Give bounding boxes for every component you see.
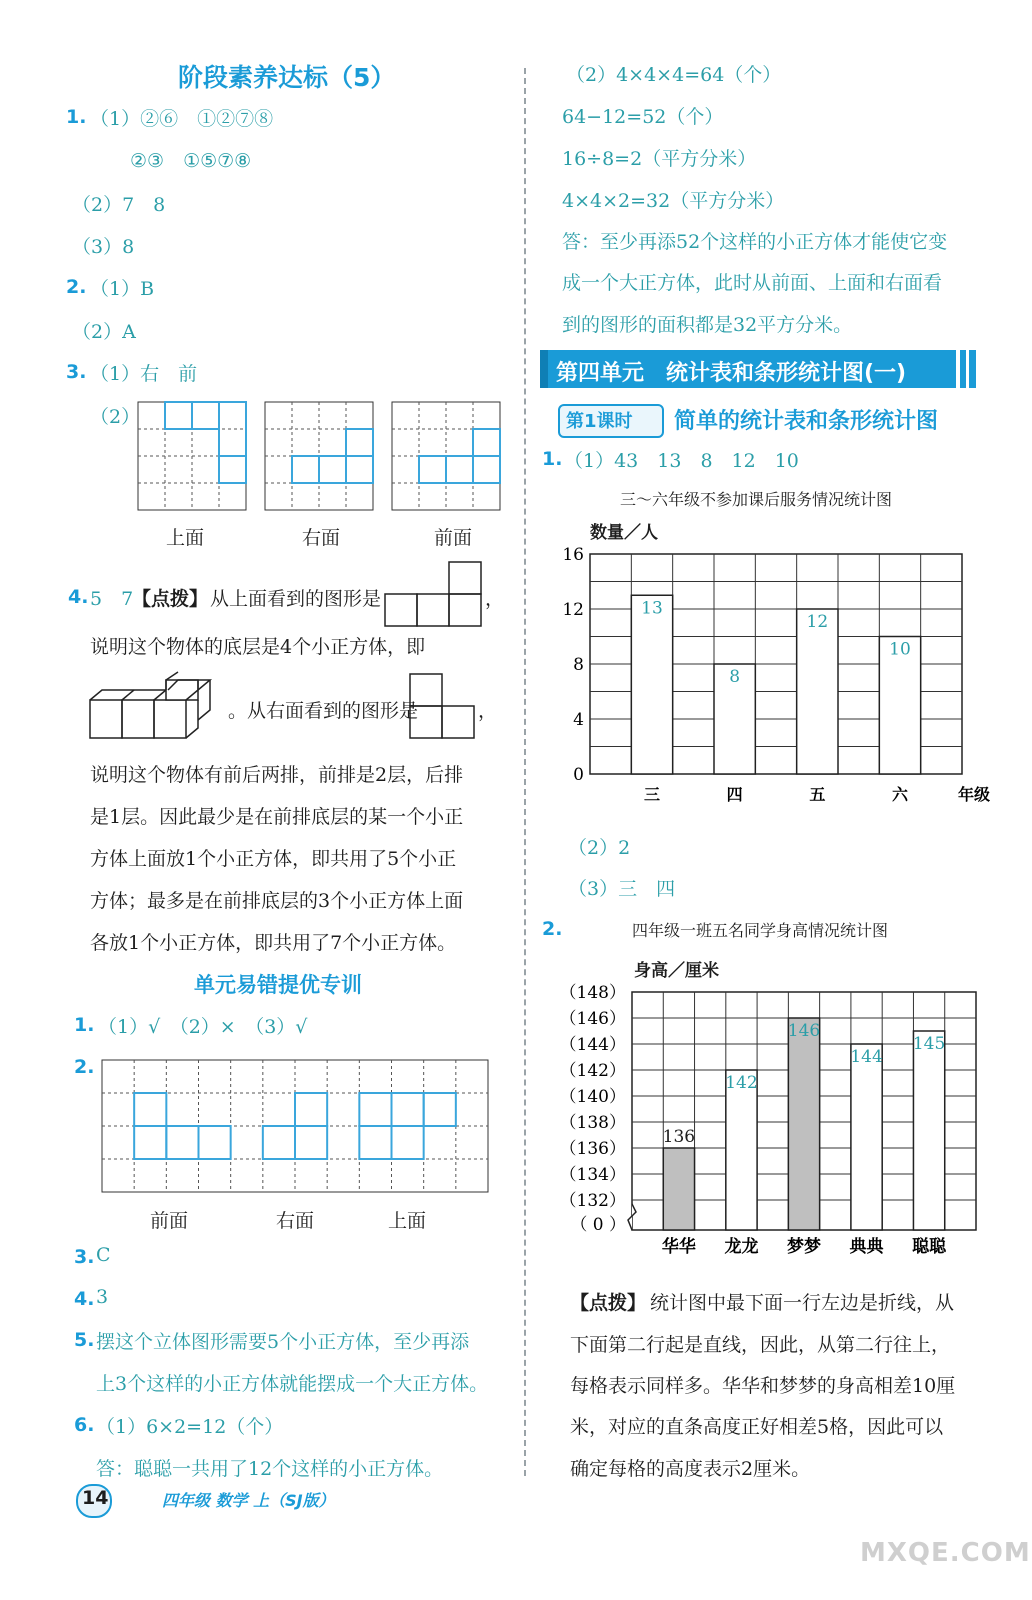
q3-part1: （1）右 前 <box>90 363 198 385</box>
chart2-data-label: 146 <box>787 1021 821 1041</box>
chart1-data-label: 8 <box>729 667 741 687</box>
view-label-top: 上面 <box>166 527 205 549</box>
chart2-ytick: （146） <box>559 1009 626 1029</box>
chart2-ytick: （148） <box>559 983 626 1003</box>
e2-view-cell <box>134 1126 166 1159</box>
r-q1-part3: （3）三 四 <box>568 878 676 900</box>
e6-text-1: （1）6×2=12（个） <box>96 1416 284 1438</box>
e1-text: （1）√ （2）× （3）√ <box>98 1016 308 1038</box>
chart2-ytick: （134） <box>559 1165 626 1185</box>
e2-view-cell <box>263 1126 295 1159</box>
chart2-category-label: 龙龙 <box>724 1237 759 1257</box>
view-label-right: 右面 <box>302 527 341 549</box>
chart2-ytick: （136） <box>559 1139 626 1159</box>
chart2-data-label: 145 <box>912 1034 946 1054</box>
view-label-front: 前面 <box>434 527 473 549</box>
e2-view-cell <box>392 1126 424 1159</box>
chart1-data-label: 12 <box>806 612 829 632</box>
column-divider <box>524 68 526 1476</box>
q1-part1: （1）②⑥ ①②⑦⑧ <box>90 108 274 130</box>
q3-number: 3. <box>66 361 87 383</box>
unit-banner-title: 第四单元 统计表和条形统计图(一) <box>556 361 907 386</box>
e2-label-front: 前面 <box>150 1210 189 1232</box>
q4-text-6: 说明这个物体有前后两排，前排是2层，后排 <box>90 764 464 786</box>
chart1-data-label: 13 <box>641 598 663 619</box>
q4-text-9: 方体；最多是在前排底层的3个小正方体上面 <box>90 890 464 912</box>
chart1-ytick: 16 <box>562 545 584 565</box>
chart1-xlabel: 年级 <box>957 785 991 804</box>
q4-text-7: 是1层。因此最少是在前排底层的某一个小正 <box>90 806 464 828</box>
chart1-data-label: 10 <box>889 639 911 660</box>
chart1-svg <box>560 540 991 810</box>
q4-number: 4. <box>68 586 89 608</box>
r-tip-5: 确定每格的高度表示2厘米。 <box>570 1458 811 1480</box>
right-line-4: 4×4×2=32（平方分米） <box>562 190 785 212</box>
e1-number: 1. <box>74 1014 95 1036</box>
banner-right-stripe-1 <box>956 350 960 388</box>
chart2-ylabel: 身高／厘米 <box>634 961 719 981</box>
e2-view-cell <box>166 1126 198 1159</box>
chart2-bar <box>851 1044 882 1230</box>
chart2-data-label: 142 <box>725 1073 758 1093</box>
section-title-errors: 单元易错提优专训 <box>194 973 362 997</box>
e6-number: 6. <box>74 1414 95 1436</box>
q2-part1: （1）B <box>90 278 155 300</box>
q4-text-2: ， <box>485 588 505 610</box>
q1-part1b: ②③ ①⑤⑦⑧ <box>130 150 252 172</box>
e2-view-cell <box>295 1093 327 1126</box>
chart2-ytick: （138） <box>559 1113 626 1133</box>
chart1-ytick: 12 <box>562 600 584 620</box>
banner-right-stripe-2 <box>966 350 969 388</box>
chart1-category-label: 六 <box>891 785 909 804</box>
q4-answer: 5 7 <box>90 588 134 610</box>
chart2-ytick: （ 0 ） <box>570 1215 626 1235</box>
chart2-category-label: 典典 <box>849 1237 884 1257</box>
right-line-1: （2）4×4×4=64（个） <box>566 64 782 86</box>
e2-view-cell <box>359 1093 391 1126</box>
right-line-7: 到的图形的面积都是32平方分米。 <box>562 314 853 336</box>
chart1-category-label: 五 <box>809 785 826 804</box>
e2-label-top: 上面 <box>388 1210 427 1232</box>
r-q1-part1: （1）43 13 8 12 10 <box>564 450 799 472</box>
e5-text-1: 摆这个立体图形需要5个小正方体，至少再添 <box>96 1331 470 1353</box>
r-q2-number: 2. <box>542 918 563 940</box>
chart2-bar <box>913 1031 944 1230</box>
chart2-bar <box>663 1148 694 1230</box>
right-line-5: 答：至少再添52个这样的小正方体才能使它变 <box>562 231 948 253</box>
q2-part2: （2）A <box>72 321 136 343</box>
chart2-ytick: （140） <box>559 1087 626 1107</box>
chart2-bar <box>788 1018 819 1230</box>
e5-text-2: 上3个这样的小正方体就能摆成一个大正方体。 <box>96 1373 489 1395</box>
right-line-3: 16÷8=2（平方分米） <box>562 148 757 170</box>
right-line-6: 成一个大正方体，此时从前面、上面和右面看 <box>562 272 943 294</box>
q1-number: 1. <box>66 106 87 128</box>
e3-number: 3. <box>74 1246 95 1268</box>
r-tip-3: 每格表示同样多。华华和梦梦的身高相差10厘 <box>570 1375 956 1397</box>
e5-number: 5. <box>74 1329 95 1351</box>
chart2-category-label: 梦梦 <box>787 1237 821 1257</box>
q4-text-5: ， <box>478 700 498 722</box>
page-number: 14 <box>82 1487 109 1509</box>
q2-number: 2. <box>66 276 87 298</box>
banner-left-stripe <box>540 350 548 388</box>
watermark: MXQE.COM <box>860 1538 1031 1568</box>
page-title: 阶段素养达标（5） <box>178 63 396 92</box>
chart2-svg <box>559 978 980 1262</box>
right-line-2: 64−12=52（个） <box>562 106 724 128</box>
e2-view-cell <box>199 1126 231 1159</box>
e2-number: 2. <box>74 1056 95 1078</box>
e4-number: 4. <box>74 1288 95 1310</box>
chart2-category-label: 聪聪 <box>912 1237 947 1257</box>
e6-text-2: 答：聪聪一共用了12个这样的小正方体。 <box>96 1458 444 1480</box>
chart2-category-label: 华华 <box>661 1237 696 1257</box>
chart2-data-label: 144 <box>850 1047 883 1067</box>
q1-part3: （3）8 <box>72 236 135 258</box>
chart2-axis-break <box>628 1204 636 1230</box>
chart1-ylabel: 数量／人 <box>590 523 658 543</box>
right-view-shape <box>408 672 480 742</box>
chart2-ytick: （142） <box>559 1061 626 1081</box>
chart2-title: 四年级一班五名同学身高情况统计图 <box>632 921 889 940</box>
r-tip-2: 下面第二行起是直线，因此，从第二行往上， <box>570 1334 951 1356</box>
q3-views-diagram <box>136 400 506 515</box>
chart1-ytick: 4 <box>573 710 584 730</box>
q4-text-10: 各放1个小正方体，即共用了7个小正方体。 <box>90 932 457 954</box>
chart2-bar <box>726 1070 757 1230</box>
r-q1-part2: （2）2 <box>568 837 631 859</box>
chart2-data-label: 136 <box>662 1127 696 1147</box>
q4-text-4: 。从右面看到的图形是 <box>228 700 419 722</box>
chart1-title: 三～六年级不参加课后服务情况统计图 <box>620 490 893 509</box>
top-view-shape <box>383 560 489 630</box>
cube-solid-shape <box>88 676 216 742</box>
chart2-ytick: （144） <box>559 1035 626 1055</box>
r-tip-4: 米，对应的直条高度正好相差5格，因此可以 <box>570 1416 944 1438</box>
e2-view-cell <box>295 1126 327 1159</box>
e2-view-cell <box>424 1093 456 1126</box>
q4-text-3: 说明这个物体的底层是4个小正方体，即 <box>90 636 426 658</box>
lesson-tag: 第1课时 <box>566 411 633 432</box>
e4-text: 3 <box>96 1286 109 1308</box>
q4-text-8: 方体上面放1个小正方体，即共用了5个小正 <box>90 848 457 870</box>
chart1-category-label: 三 <box>643 785 661 804</box>
r-tip-1: 统计图中最下面一行左边是折线，从 <box>650 1292 955 1314</box>
r-q1-number: 1. <box>542 448 563 470</box>
chart1-category-label: 四 <box>726 785 743 804</box>
e2-view-cell <box>359 1126 391 1159</box>
chart2-ytick: （132） <box>559 1191 626 1211</box>
chart1-bar <box>797 609 838 774</box>
e2-view-cell <box>392 1093 424 1126</box>
e2-label-right: 右面 <box>276 1210 315 1232</box>
e3-text: C <box>96 1244 111 1266</box>
q4-text-1: 从上面看到的图形是 <box>210 588 382 610</box>
lesson-title: 简单的统计表和条形统计图 <box>674 409 939 434</box>
e2-views-grid <box>100 1058 492 1196</box>
chart1-ytick: 8 <box>573 655 584 675</box>
chart1-bar <box>631 595 672 774</box>
q1-part2: （2）7 8 <box>72 194 166 216</box>
q3-part2: （2） <box>90 406 141 428</box>
q4-tip-label: 【点拨】 <box>132 588 209 610</box>
footer-book-title: 四年级 数学 上（SJ版） <box>162 1491 335 1510</box>
chart1-ytick: 0 <box>573 765 584 785</box>
e2-view-cell <box>134 1093 166 1126</box>
r-tip-label: 【点拨】 <box>570 1292 647 1314</box>
